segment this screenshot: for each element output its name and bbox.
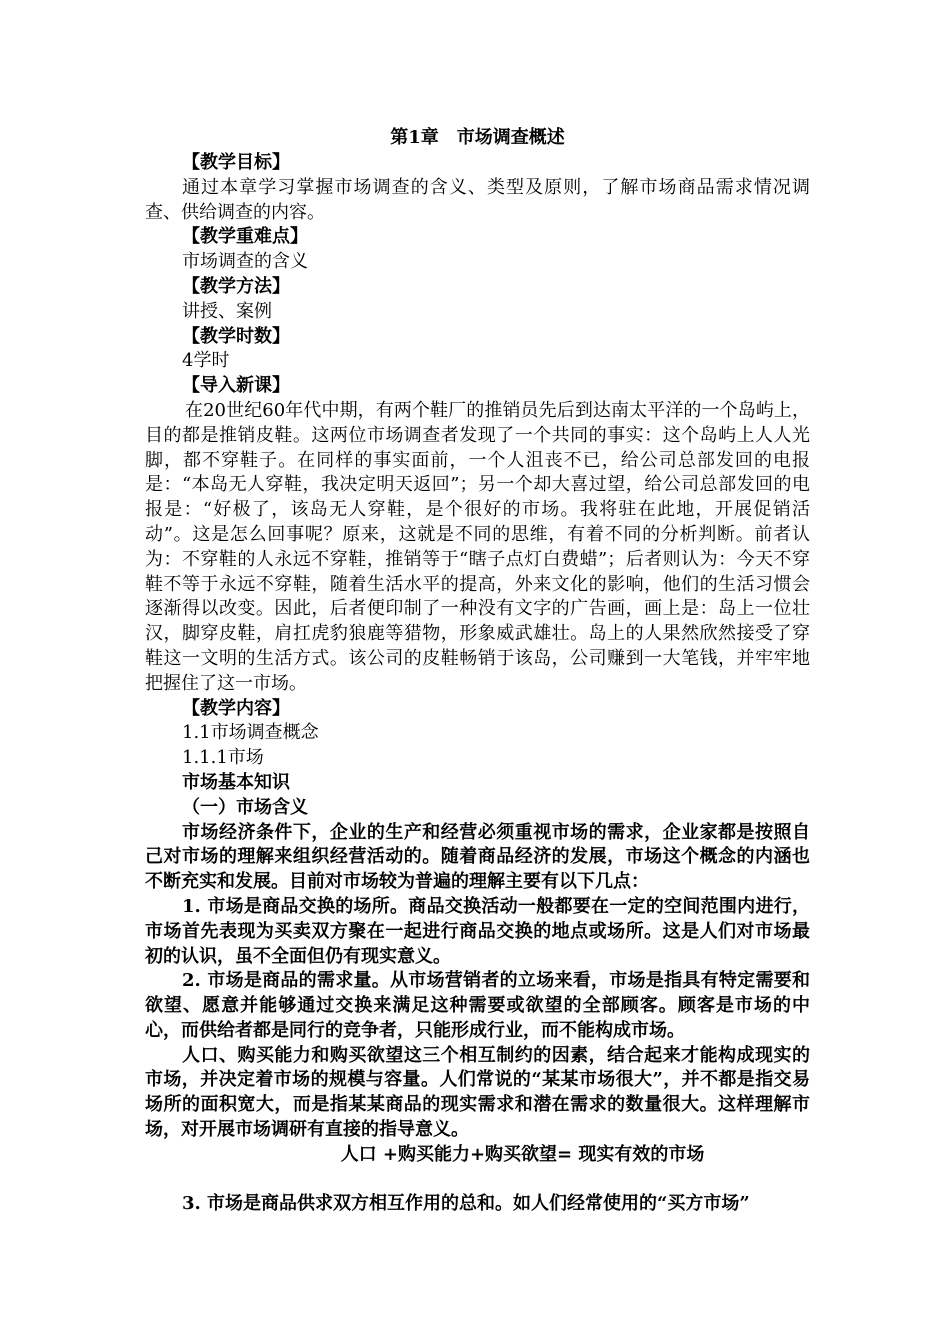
section-1-1-1: 1.1.1市场 [182, 747, 264, 769]
market-meaning-heading: （一）市场含义 [182, 796, 308, 818]
paragraph-point-2: 2. 市场是商品的需求量。从市场营销者的立场来看，市场是指具有特定需要和欲望、愿意并能够通过交换来满足这种需要或欲望的全部顾客。顾客是市场的中心，而供给者都是同行的竞争者，只能形成行业，而不能构成市场。 [145, 970, 810, 1041]
basic-knowledge-heading: 市场基本知识 [182, 771, 290, 793]
content-heading: 【教学内容】 [182, 697, 290, 719]
paragraph-point-1: 1. 市场是商品交换的场所。商品交换活动一般都要在一定的空间范围内进行，市场首先表现为买卖双方聚在一起进行商品交换的地点或场所。这是人们对市场最初的认识，虽不全面但仍有现实意义。 [145, 895, 810, 967]
blank-line [145, 1168, 810, 1193]
section-1-1: 1.1市场调查概念 [182, 722, 319, 744]
paragraph-population: 人口、购买能力和购买欲望这三个相互制约的因素，结合起来才能构成现实的市场，并决定着市场的规模与容量。人们常说的“某某市场很大”，并不都是指交易场所的面积宽大，而是指某某商品的现实需求和潜在需求的数量很大。这样理解市场，对开展市场调研有直接的指导意义。 [145, 1044, 810, 1141]
paragraph-market-intro: 市场经济条件下，企业的生产和经营必须重视市场的需求，企业家都是按照自己对市场的理解来组织经营活动的。随着商品经济的发展，市场这个概念的内涵也不断充实和发展。目前对市场较为普遍的理解主要有以下几点： [145, 821, 810, 893]
difficulty-heading: 【教学重难点】 [182, 226, 308, 248]
chapter-title: 第1章 市场调查概述 [390, 127, 565, 148]
intro-heading: 【导入新课】 [182, 375, 290, 397]
method-heading: 【教学方法】 [182, 275, 290, 297]
objective-heading: 【教学目标】 [182, 152, 290, 173]
hours-heading: 【教学时数】 [182, 325, 290, 347]
document-page [145, 124, 810, 1217]
difficulty-text: 市场调查的含义 [182, 251, 308, 273]
paragraph-point-3: 3. 市场是商品供求双方相互作用的总和。如人们经常使用的“买方市场” [182, 1193, 750, 1215]
objective-text: 通过本章学习掌握市场调查的含义、类型及原则，了解市场商品需求情况调查、供给调查的内容。 [145, 176, 810, 223]
hours-text: 4学时 [182, 350, 230, 372]
intro-text: 在20世纪60年代中期，有两个鞋厂的推销员先后到达南太平洋的一个岛屿上，目的都是推销皮鞋。这两位市场调查者发现了一个共同的事实：这个岛屿上人人光脚，都不穿鞋子。在同样的事实面前，一个人沮丧不已，给公司总部发回的电报是：“本岛无人穿鞋，我决定明天返回”；另一个却大喜过望，给公司总部发回的电报是：“好极了，该岛无人穿鞋，是个很好的市场。我将驻在此地，开展促销活动”。这是怎么回事呢？原来，这就是不同的思维，有着不同的分析判断。前者认为：不穿鞋的人永远不穿鞋，推销等于“瞎子点灯白费蜡”；后者则认为：今天不穿鞋不等于永远不穿鞋，随着生活水平的提高，外来文化的影响，他们的生活习惯会逐渐得以改变。因此，后者便印制了一种没有文字的广告画，画上是：岛上一位壮汉，脚穿皮鞋，肩扛虎豹狼鹿等猎物，形象威武雄壮。岛上的人果然欣然接受了穿鞋这一文明的生活方式。该公司的皮鞋畅销于该岛，公司赚到一大笔钱，并牢牢地把握住了这一市场。 [145, 399, 810, 694]
market-formula: 人口 +购买能力+购买欲望= 现实有效的市场 [340, 1143, 705, 1165]
method-text: 讲授、案例 [182, 300, 272, 322]
